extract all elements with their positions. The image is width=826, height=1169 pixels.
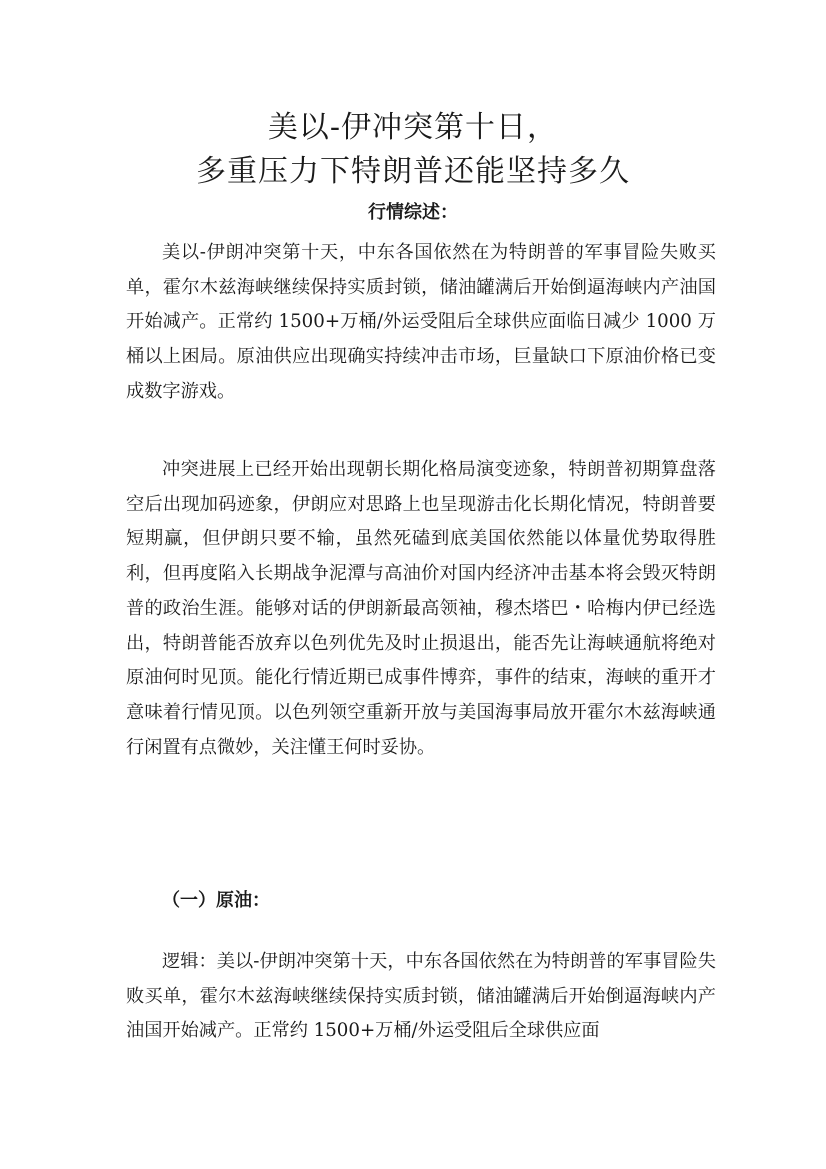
document-title-line-2: 多重压力下特朗普还能坚持多久 (196, 154, 630, 189)
overview-heading: 行情综述： (368, 202, 458, 223)
crude-oil-heading: （一）原油： (162, 890, 270, 911)
document-title-line-1: 美以-伊冲突第十日， (267, 110, 559, 145)
overview-paragraph-2: 冲突进展上已经开始出现朝长期化格局演变迹象，特朗普初期算盘落空后出现加码迹象，伊朗应对思路上也呈现游击化长期化情况，特朗普要短期赢，但伊朗只要不输，虽然死磕到底美国依然能以体量优势取得胜利，但再度陷入长期战争泥潭与高油价对国内经济冲击基本将会毁灭特朗普的政治生涯。能够对话的伊朗新最高领袖，穆杰塔巴・哈梅内伊已经选出，特朗普能否放弃以色列优先及时止损退出，能否先让海峡通航将绝对原油何时见顶。能化行情近期已成事件博弈，事件的结束，海峡的重开才意味着行情见顶。以色列领空重新开放与美国海事局放开霍尔木兹海峡通行闲置有点微妙，关注懂王何时妥协。 (126, 459, 716, 758)
crude-oil-paragraph: 逻辑：美以-伊朗冲突第十天，中东各国依然在为特朗普的军事冒险失败买单，霍尔木兹海峡继续保持实质封锁，储油罐满后开始倒逼海峡内产油国开始减产。正常约 1500+万桶/外运受阻后全球供应面 (126, 951, 716, 1042)
overview-paragraph-1: 美以-伊朗冲突第十天，中东各国依然在为特朗普的军事冒险失败买单，霍尔木兹海峡继续保持实质封锁，储油罐满后开始倒逼海峡内产油国开始减产。正常约 1500+万桶/外运受阻后全球供应面临日减少 1000 万桶以上困局。原油供应出现确实持续冲击市场，巨量缺口下原油价格已变成数字游戏。 (126, 242, 716, 402)
